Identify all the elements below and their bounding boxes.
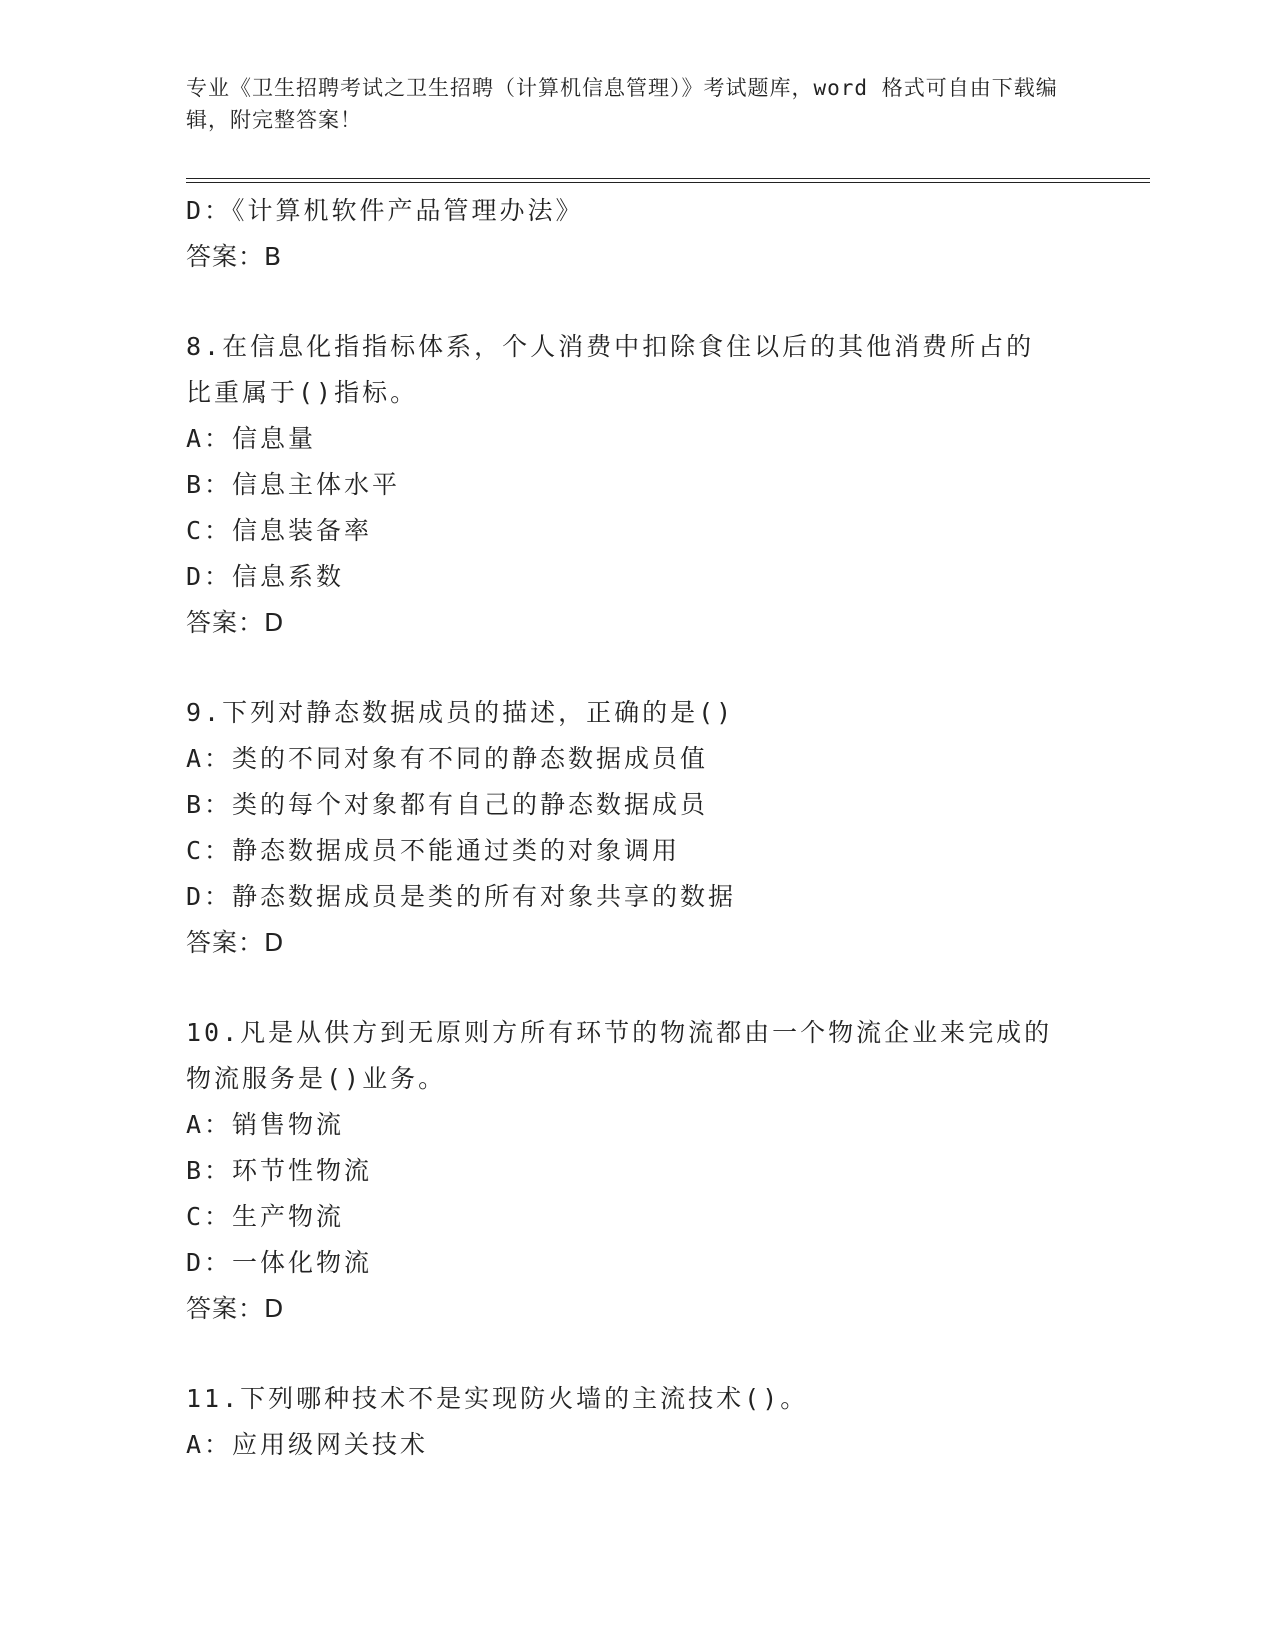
option-d: D：信息系数 (186, 562, 345, 591)
header-divider-top (186, 178, 1150, 179)
question-9 (186, 690, 1086, 966)
question-stem: 10.凡是从供方到无原则方所有环节的物流都由一个物流企业来完成的 (186, 1018, 1053, 1047)
previous-question-tail (186, 188, 1086, 280)
option-a: A：信息量 (186, 424, 317, 453)
question-stem: 9.下列对静态数据成员的描述，正确的是() (186, 698, 735, 727)
option-d: D：静态数据成员是类的所有对象共享的数据 (186, 882, 737, 911)
question-stem-continued: 物流服务是()业务。 (186, 1064, 447, 1093)
question-11 (186, 1376, 1086, 1468)
option-c: C：生产物流 (186, 1202, 345, 1231)
option-d: D：《计算机软件产品管理办法》 (186, 196, 584, 225)
question-10 (186, 1010, 1086, 1332)
question-stem: 11.下列哪种技术不是实现防火墙的主流技术()。 (186, 1384, 809, 1413)
option-a: A：应用级网关技术 (186, 1430, 429, 1459)
option-c: C：信息装备率 (186, 516, 373, 545)
option-b: B：类的每个对象都有自己的静态数据成员 (186, 790, 709, 819)
question-list (186, 188, 1086, 1468)
option-c: C：静态数据成员不能通过类的对象调用 (186, 836, 681, 865)
header-divider-bottom (186, 182, 1150, 183)
option-d: D：一体化物流 (186, 1248, 373, 1277)
option-a: A：类的不同对象有不同的静态数据成员值 (186, 744, 709, 773)
option-a: A：销售物流 (186, 1110, 345, 1139)
answer: 答案：D (186, 608, 285, 637)
question-8 (186, 324, 1086, 646)
option-b: B：环节性物流 (186, 1156, 373, 1185)
answer: 答案：B (186, 242, 283, 271)
question-stem: 8.在信息化指指标体系，个人消费中扣除食住以后的其他消费所占的 (186, 332, 1035, 361)
option-b: B：信息主体水平 (186, 470, 401, 499)
question-stem-continued: 比重属于()指标。 (186, 378, 419, 407)
answer: 答案：D (186, 1294, 285, 1323)
document-header: 专业《卫生招聘考试之卫生招聘（计算机信息管理）》考试题库，word 格式可自由下载编辑，附完整答案！ (186, 76, 1058, 132)
answer: 答案：D (186, 928, 285, 957)
